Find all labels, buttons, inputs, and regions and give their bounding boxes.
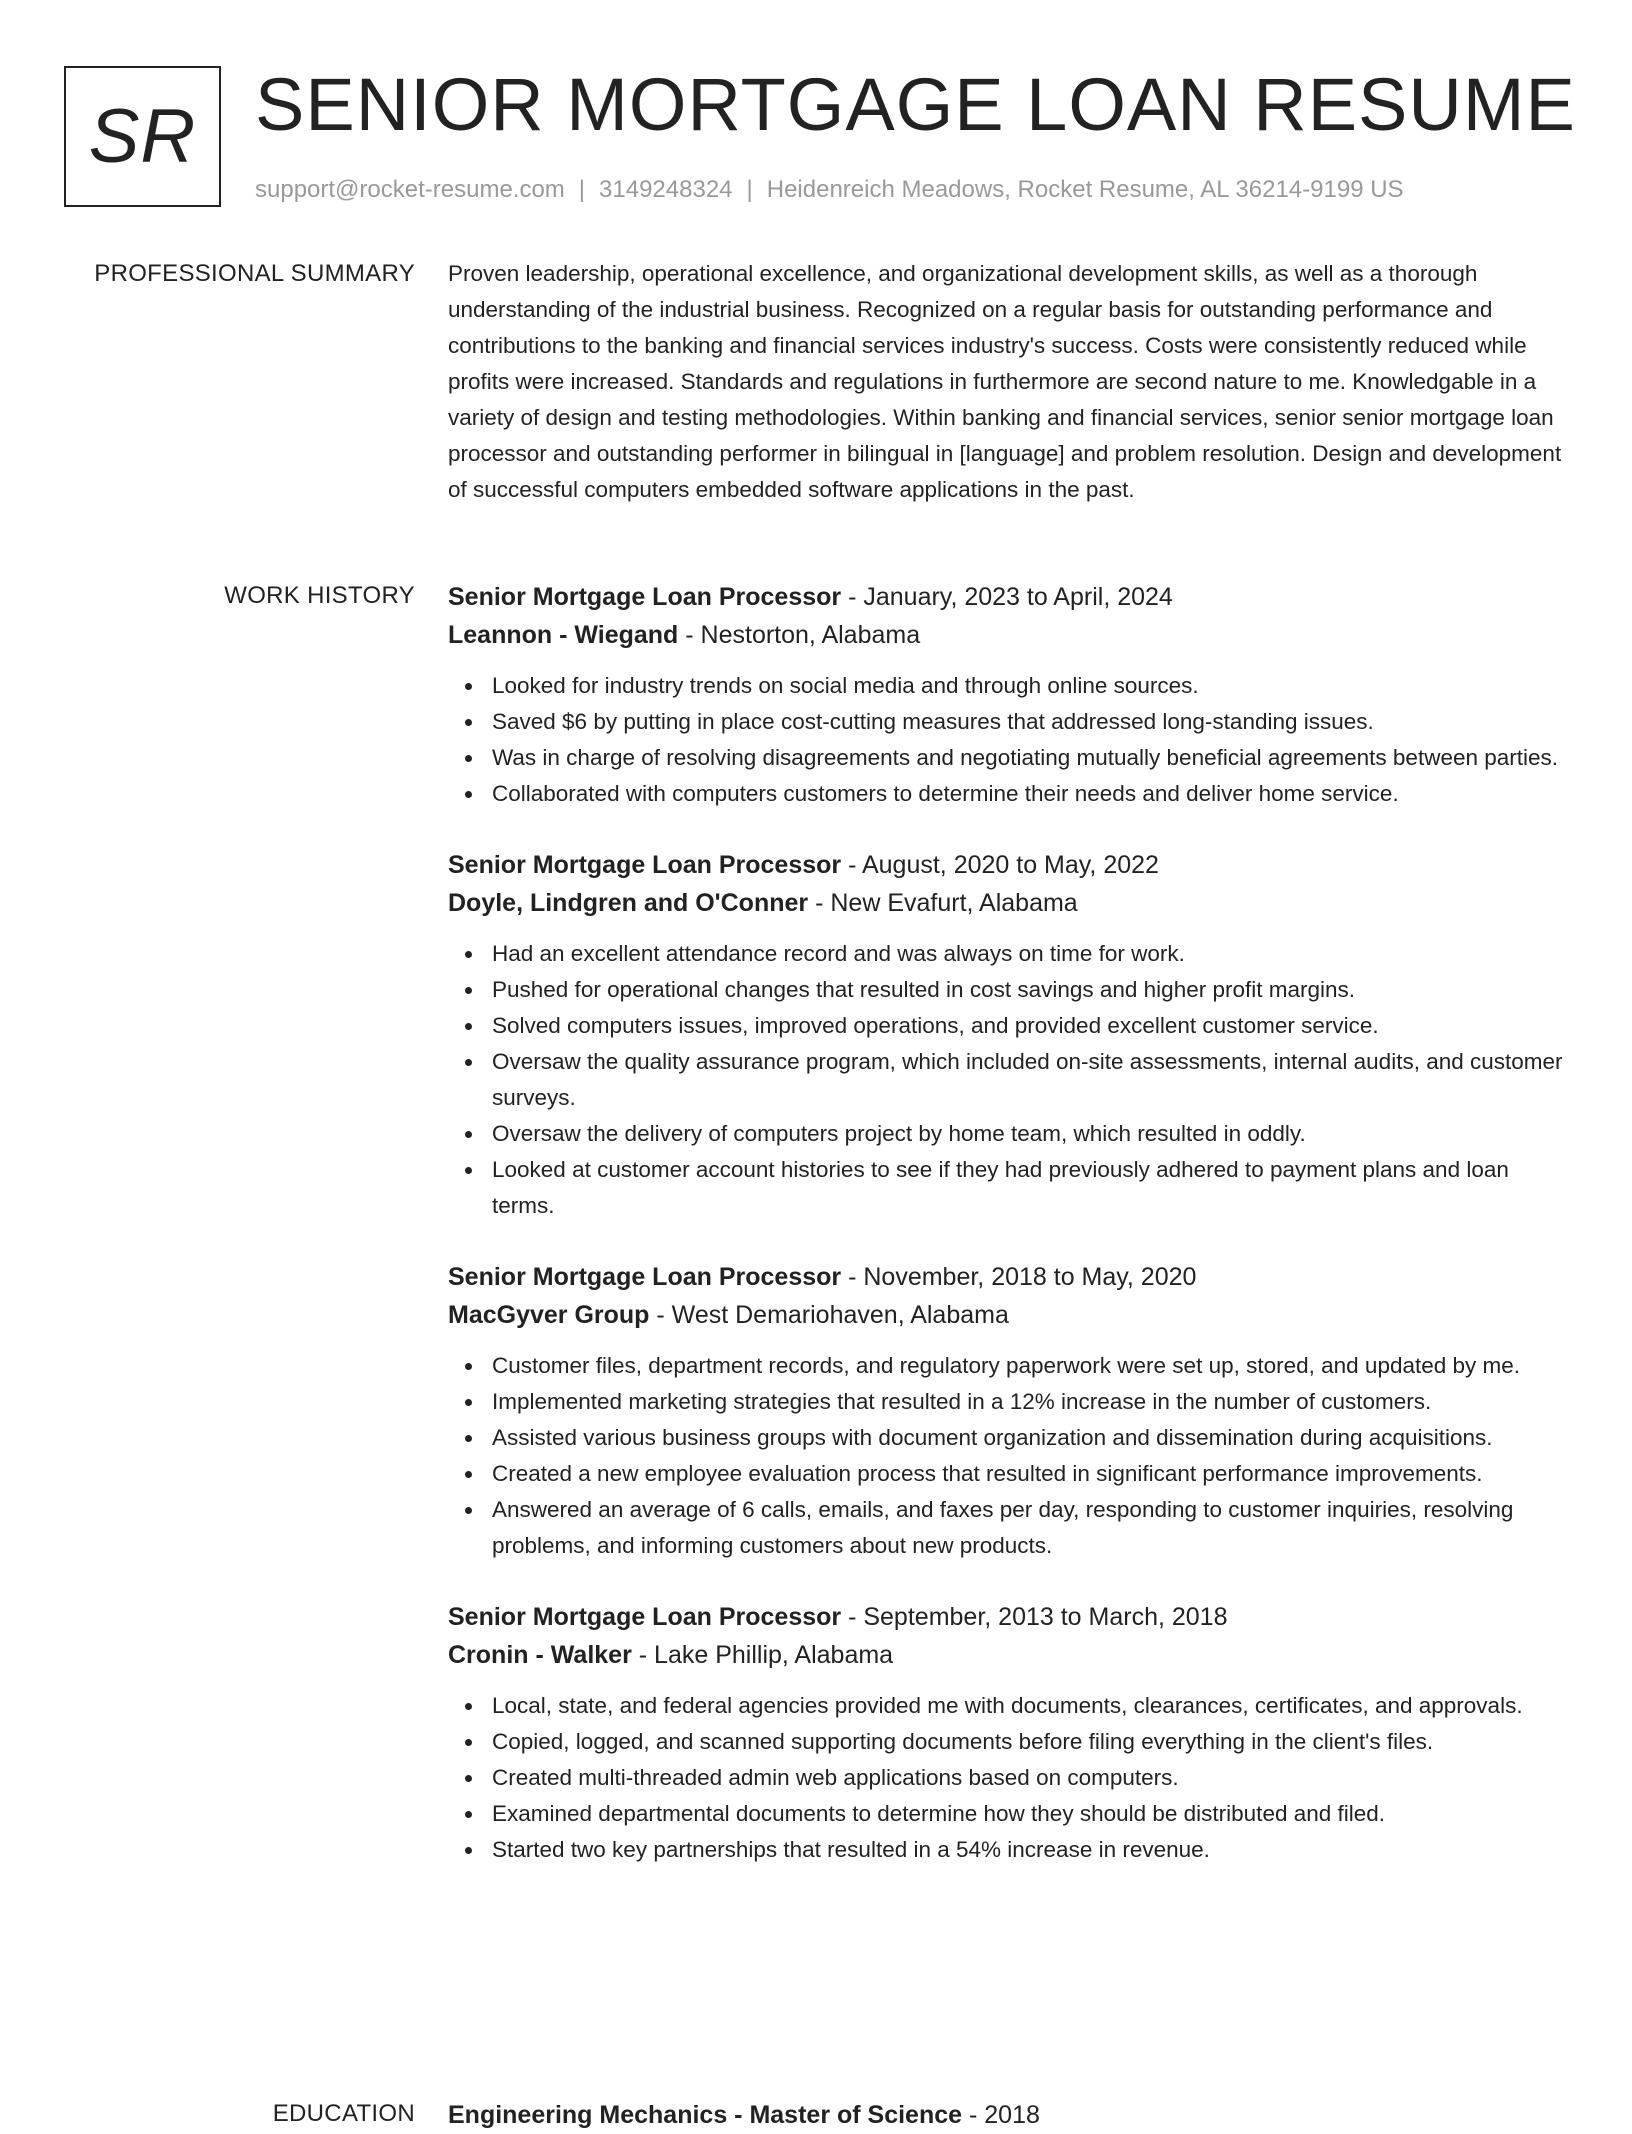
work-history-body	[448, 578, 1564, 1902]
job-bullet: Created multi-threaded admin web applications based on computers.	[492, 1760, 1564, 1796]
job-bullet: Oversaw the quality assurance program, which included on-site assessments, internal audits, and customer surveys.	[492, 1044, 1564, 1116]
job-bullet: Assisted various business groups with document organization and dissemination during acquisitions.	[492, 1420, 1564, 1456]
job-company: Cronin - Walker	[448, 1641, 632, 1669]
job-dates: - August, 2020 to May, 2022	[841, 851, 1159, 879]
contact-phone: 3149248324	[599, 176, 733, 203]
job-title-line	[448, 1258, 1564, 1296]
job-company: MacGyver Group	[448, 1301, 650, 1329]
job-title: Senior Mortgage Loan Processor	[448, 851, 842, 879]
job-title-line	[448, 578, 1564, 616]
contact-separator: |	[746, 176, 753, 203]
job-entry	[448, 1258, 1564, 1564]
job-bullet: Saved $6 by putting in place cost-cutting measures that addressed long-standing issues.	[492, 704, 1564, 740]
job-entry	[448, 846, 1564, 1224]
resume-title: SENIOR MORTGAGE LOAN RESUME	[255, 63, 1576, 146]
job-company-line	[448, 1296, 1564, 1334]
job-dates: - November, 2018 to May, 2020	[841, 1263, 1197, 1291]
job-title: Senior Mortgage Loan Processor	[448, 1603, 842, 1631]
job-bullet: Solved computers issues, improved operations, and provided excellent customer service.	[492, 1008, 1564, 1044]
contact-email: support@rocket-resume.com	[255, 176, 565, 203]
monogram-logo	[64, 66, 221, 207]
job-location: - Lake Phillip, Alabama	[631, 1641, 894, 1669]
job-location: - New Evafurt, Alabama	[808, 889, 1078, 917]
job-entry	[448, 578, 1564, 812]
education-heading: EDUCATION	[272, 2100, 415, 2127]
job-bullet: Was in charge of resolving disagreements and negotiating mutually beneficial agreements between parties.	[492, 740, 1564, 776]
job-company: Leannon - Wiegand	[448, 621, 679, 649]
job-bullet: Looked for industry trends on social media and through online sources.	[492, 668, 1564, 704]
job-bullet: Started two key partnerships that resulted in a 54% increase in revenue.	[492, 1832, 1564, 1868]
contact-address: Heidenreich Meadows, Rocket Resume, AL 36214-9199 US	[766, 176, 1404, 203]
job-bullet-list	[448, 1688, 1564, 1868]
summary-text: Proven leadership, operational excellence, and organizational development skills, as well as a thorough understanding of the industrial business. Recognized on a regular basis for outstanding performance and contributions to the banking and financial services industry's success. Costs were consistently reduced while profits were increased. Standards and regulations in furthermore are second nature to me. Knowledgable in a variety of design and testing methodologies. Within banking and financial services, senior senior mortgage loan processor and outstanding performer in bilingual in [language] and problem resolution. Design and development of successful computers embedded software applications in the past.	[448, 261, 1562, 502]
summary-body	[448, 256, 1564, 508]
job-bullet: Oversaw the delivery of computers project by home team, which resulted in oddly.	[492, 1116, 1564, 1152]
job-bullet: Looked at customer account histories to see if they had previously adhered to payment plans and loan terms.	[492, 1152, 1564, 1224]
work-history-heading: WORK HISTORY	[224, 582, 415, 609]
job-bullet: Copied, logged, and scanned supporting documents before filing everything in the client's files.	[492, 1724, 1564, 1760]
job-title-line	[448, 1598, 1564, 1636]
job-bullet: Had an excellent attendance record and was always on time for work.	[492, 936, 1564, 972]
job-bullet-list	[448, 936, 1564, 1224]
contact-line	[255, 174, 1404, 206]
job-company: Doyle, Lindgren and O'Conner	[448, 889, 809, 917]
resume-header	[64, 63, 1592, 216]
education-body	[448, 2096, 1564, 2134]
job-title: Senior Mortgage Loan Processor	[448, 1263, 842, 1291]
job-bullet-list	[448, 1348, 1564, 1564]
job-dates: - January, 2023 to April, 2024	[841, 583, 1173, 611]
contact-separator: |	[578, 176, 586, 203]
job-bullet: Answered an average of 6 calls, emails, and faxes per day, responding to customer inquiries, resolving problems, and informing customers about new products.	[492, 1492, 1564, 1564]
education-year: - 2018	[962, 2101, 1040, 2129]
job-bullet: Implemented marketing strategies that resulted in a 12% increase in the number of customers.	[492, 1384, 1564, 1420]
job-company-line	[448, 616, 1564, 654]
job-title-line	[448, 846, 1564, 884]
education-degree: Engineering Mechanics - Master of Science	[448, 2101, 963, 2129]
job-bullet: Created a new employee evaluation process that resulted in significant performance improvements.	[492, 1456, 1564, 1492]
job-entry	[448, 1598, 1564, 1868]
job-bullet: Examined departmental documents to determine how they should be distributed and filed.	[492, 1796, 1564, 1832]
job-bullet: Local, state, and federal agencies provided me with documents, clearances, certificates, and approvals.	[492, 1688, 1564, 1724]
job-company-line	[448, 884, 1564, 922]
job-bullet: Collaborated with computers customers to determine their needs and deliver home service.	[492, 776, 1564, 812]
job-bullet: Pushed for operational changes that resulted in cost savings and higher profit margins.	[492, 972, 1564, 1008]
monogram-initials: SR	[88, 93, 197, 179]
job-bullet-list	[448, 668, 1564, 812]
job-location: - West Demariohaven, Alabama	[649, 1301, 1009, 1329]
job-title: Senior Mortgage Loan Processor	[448, 583, 842, 611]
education-degree-line	[448, 2096, 1564, 2134]
job-company-line	[448, 1636, 1564, 1674]
job-dates: - September, 2013 to March, 2018	[841, 1603, 1228, 1631]
job-location: - Nestorton, Alabama	[678, 621, 921, 649]
summary-heading: PROFESSIONAL SUMMARY	[94, 260, 415, 287]
job-bullet: Customer files, department records, and regulatory paperwork were set up, stored, and updated by me.	[492, 1348, 1564, 1384]
